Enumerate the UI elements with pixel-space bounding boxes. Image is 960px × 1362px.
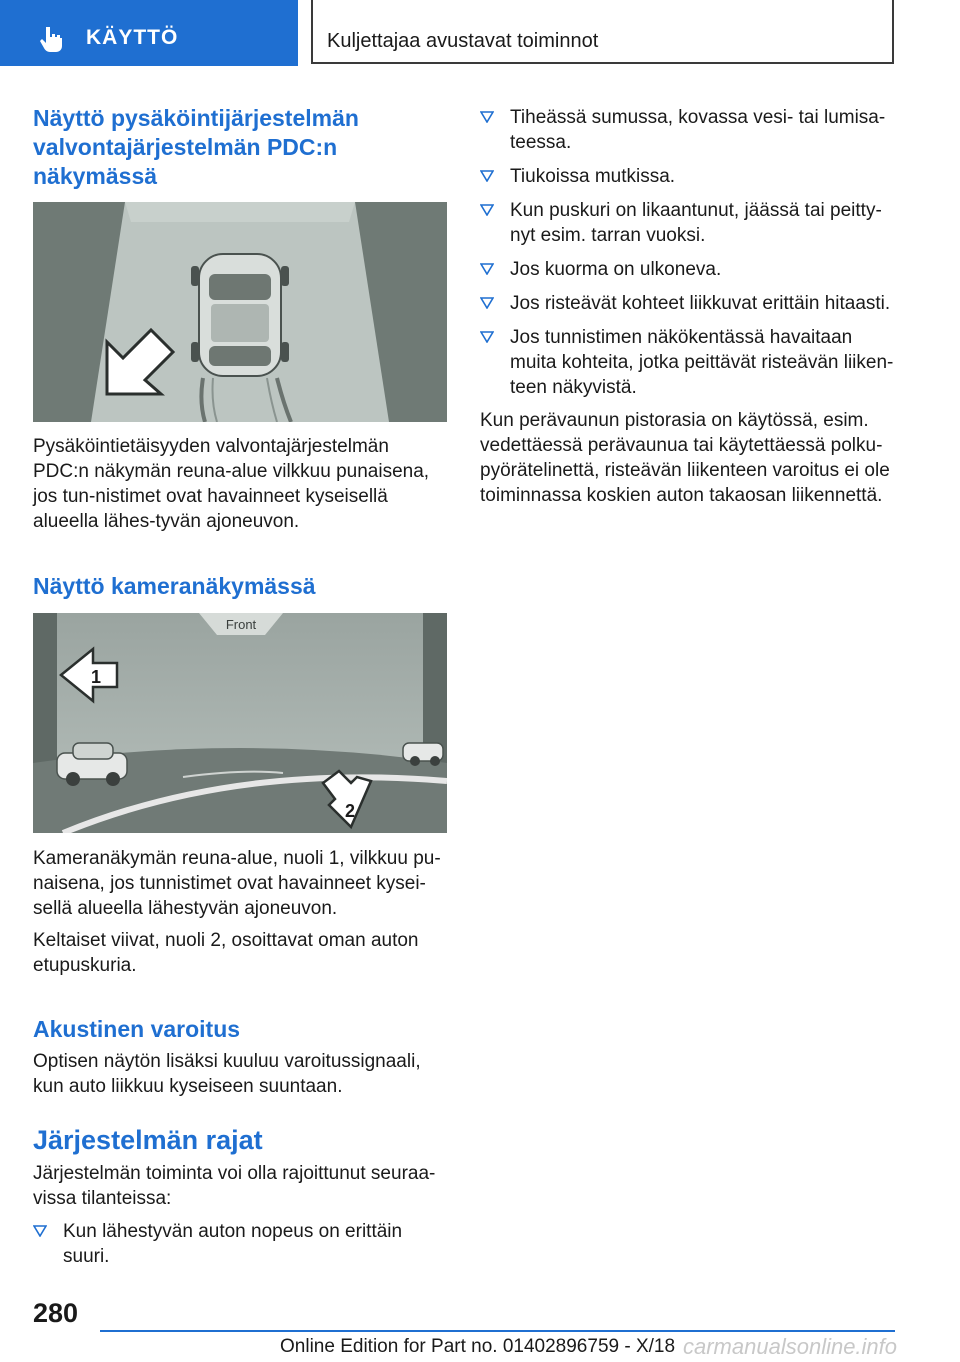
heading-system-limits: Järjestelmän rajat: [33, 1125, 263, 1155]
acoustic-body: Optisen näytön lisäksi kuuluu varoitussignaali, kun auto liikkuu kyseiseen suuntaan.: [33, 1051, 421, 1097]
edition-info: Online Edition for Part no. 01402896759 - X/18: [280, 1336, 676, 1357]
list-item: Jos tunnistimen näkökentässä havaitaan muita kohteita, jotka peittävät risteävän liiken-teen näkyvistä.: [480, 325, 900, 400]
heading-pdc-display: Näyttö pysäköintijärjestelmän valvontajärjestelmän PDC:n näkymässä: [33, 105, 359, 189]
list-item: Jos risteävät kohteet liikkuvat erittäin hitaasti.: [480, 291, 900, 316]
section-tab[interactable]: [0, 0, 298, 66]
triangle-bullet-icon: [480, 263, 494, 275]
camera-view-figure: [33, 613, 447, 833]
triangle-bullet-icon: [480, 297, 494, 309]
camera-caption-1: Kameranäkymän reuna-alue, nuoli 1, vilkkuu pu-naisena, jos tunnistimet ovat havainneet kysei-sellä alueella lähestyvän ajoneuvon.: [33, 848, 441, 919]
footer-divider: [100, 1330, 895, 1332]
triangle-bullet-icon: [480, 170, 494, 182]
marker-2: 2: [345, 801, 356, 821]
chapter-title: Kuljettajaa avustavat toiminnot: [327, 30, 599, 52]
triangle-bullet-icon: [33, 1225, 47, 1237]
section-tab-label: KÄYTTÖ: [86, 26, 179, 49]
camera-caption-2: Keltaiset viivat, nuoli 2, osoittavat oman auton etupuskuria.: [33, 930, 419, 976]
triangle-bullet-icon: [480, 204, 494, 216]
marker-1: 1: [91, 667, 102, 687]
watermark-text: carmanualsonline.info: [683, 1334, 898, 1359]
list-item: Tiheässä sumussa, kovassa vesi- tai lumisa-teessa.: [480, 105, 900, 155]
front-label: Front: [225, 617, 257, 632]
right-column: [480, 100, 900, 508]
list-item: Tiukoissa mutkissa.: [480, 164, 900, 189]
heading-camera-display: Näyttö kameranäkymässä: [33, 573, 316, 599]
car-top-view-icon: [191, 254, 289, 376]
heading-acoustic-warning: Akustinen varoitus: [33, 1016, 241, 1042]
triangle-bullet-icon: [480, 331, 494, 343]
limits-body: Järjestelmän toiminta voi olla rajoittunut seuraa-vissa tilanteissa:: [33, 1163, 436, 1209]
triangle-bullet-icon: [480, 111, 494, 123]
list-item: Jos kuorma on ulkoneva.: [480, 257, 900, 282]
chapter-header: [311, 0, 894, 64]
pdc-view-figure: [33, 202, 447, 422]
trailer-paragraph: Kun perävaunun pistorasia on käytössä, esim. vedettäessä perävaunua tai käytettäessä polku-pyörätelinettä, risteävän liikenteen varoitus ei ole toiminnassa koskien auton takaosan liikennettä.: [480, 410, 890, 506]
page-number: 280: [33, 1298, 79, 1328]
pdc-caption: Pysäköintietäisyyden valvontajärjestelmän PDC:n näkymän reuna-alue vilkkuu punaisena, jos tun-nistimet ovat havainneet kyseisellä alueella lähes-tyvän ajoneuvon.: [33, 436, 430, 532]
hand-pointer-icon: [38, 25, 66, 53]
list-item: Kun puskuri on likaantunut, jäässä tai peitty-nyt esim. tarran vuoksi.: [480, 198, 900, 248]
list-item: Kun lähestyvän auton nopeus on erittäin suuri.: [33, 1219, 447, 1269]
